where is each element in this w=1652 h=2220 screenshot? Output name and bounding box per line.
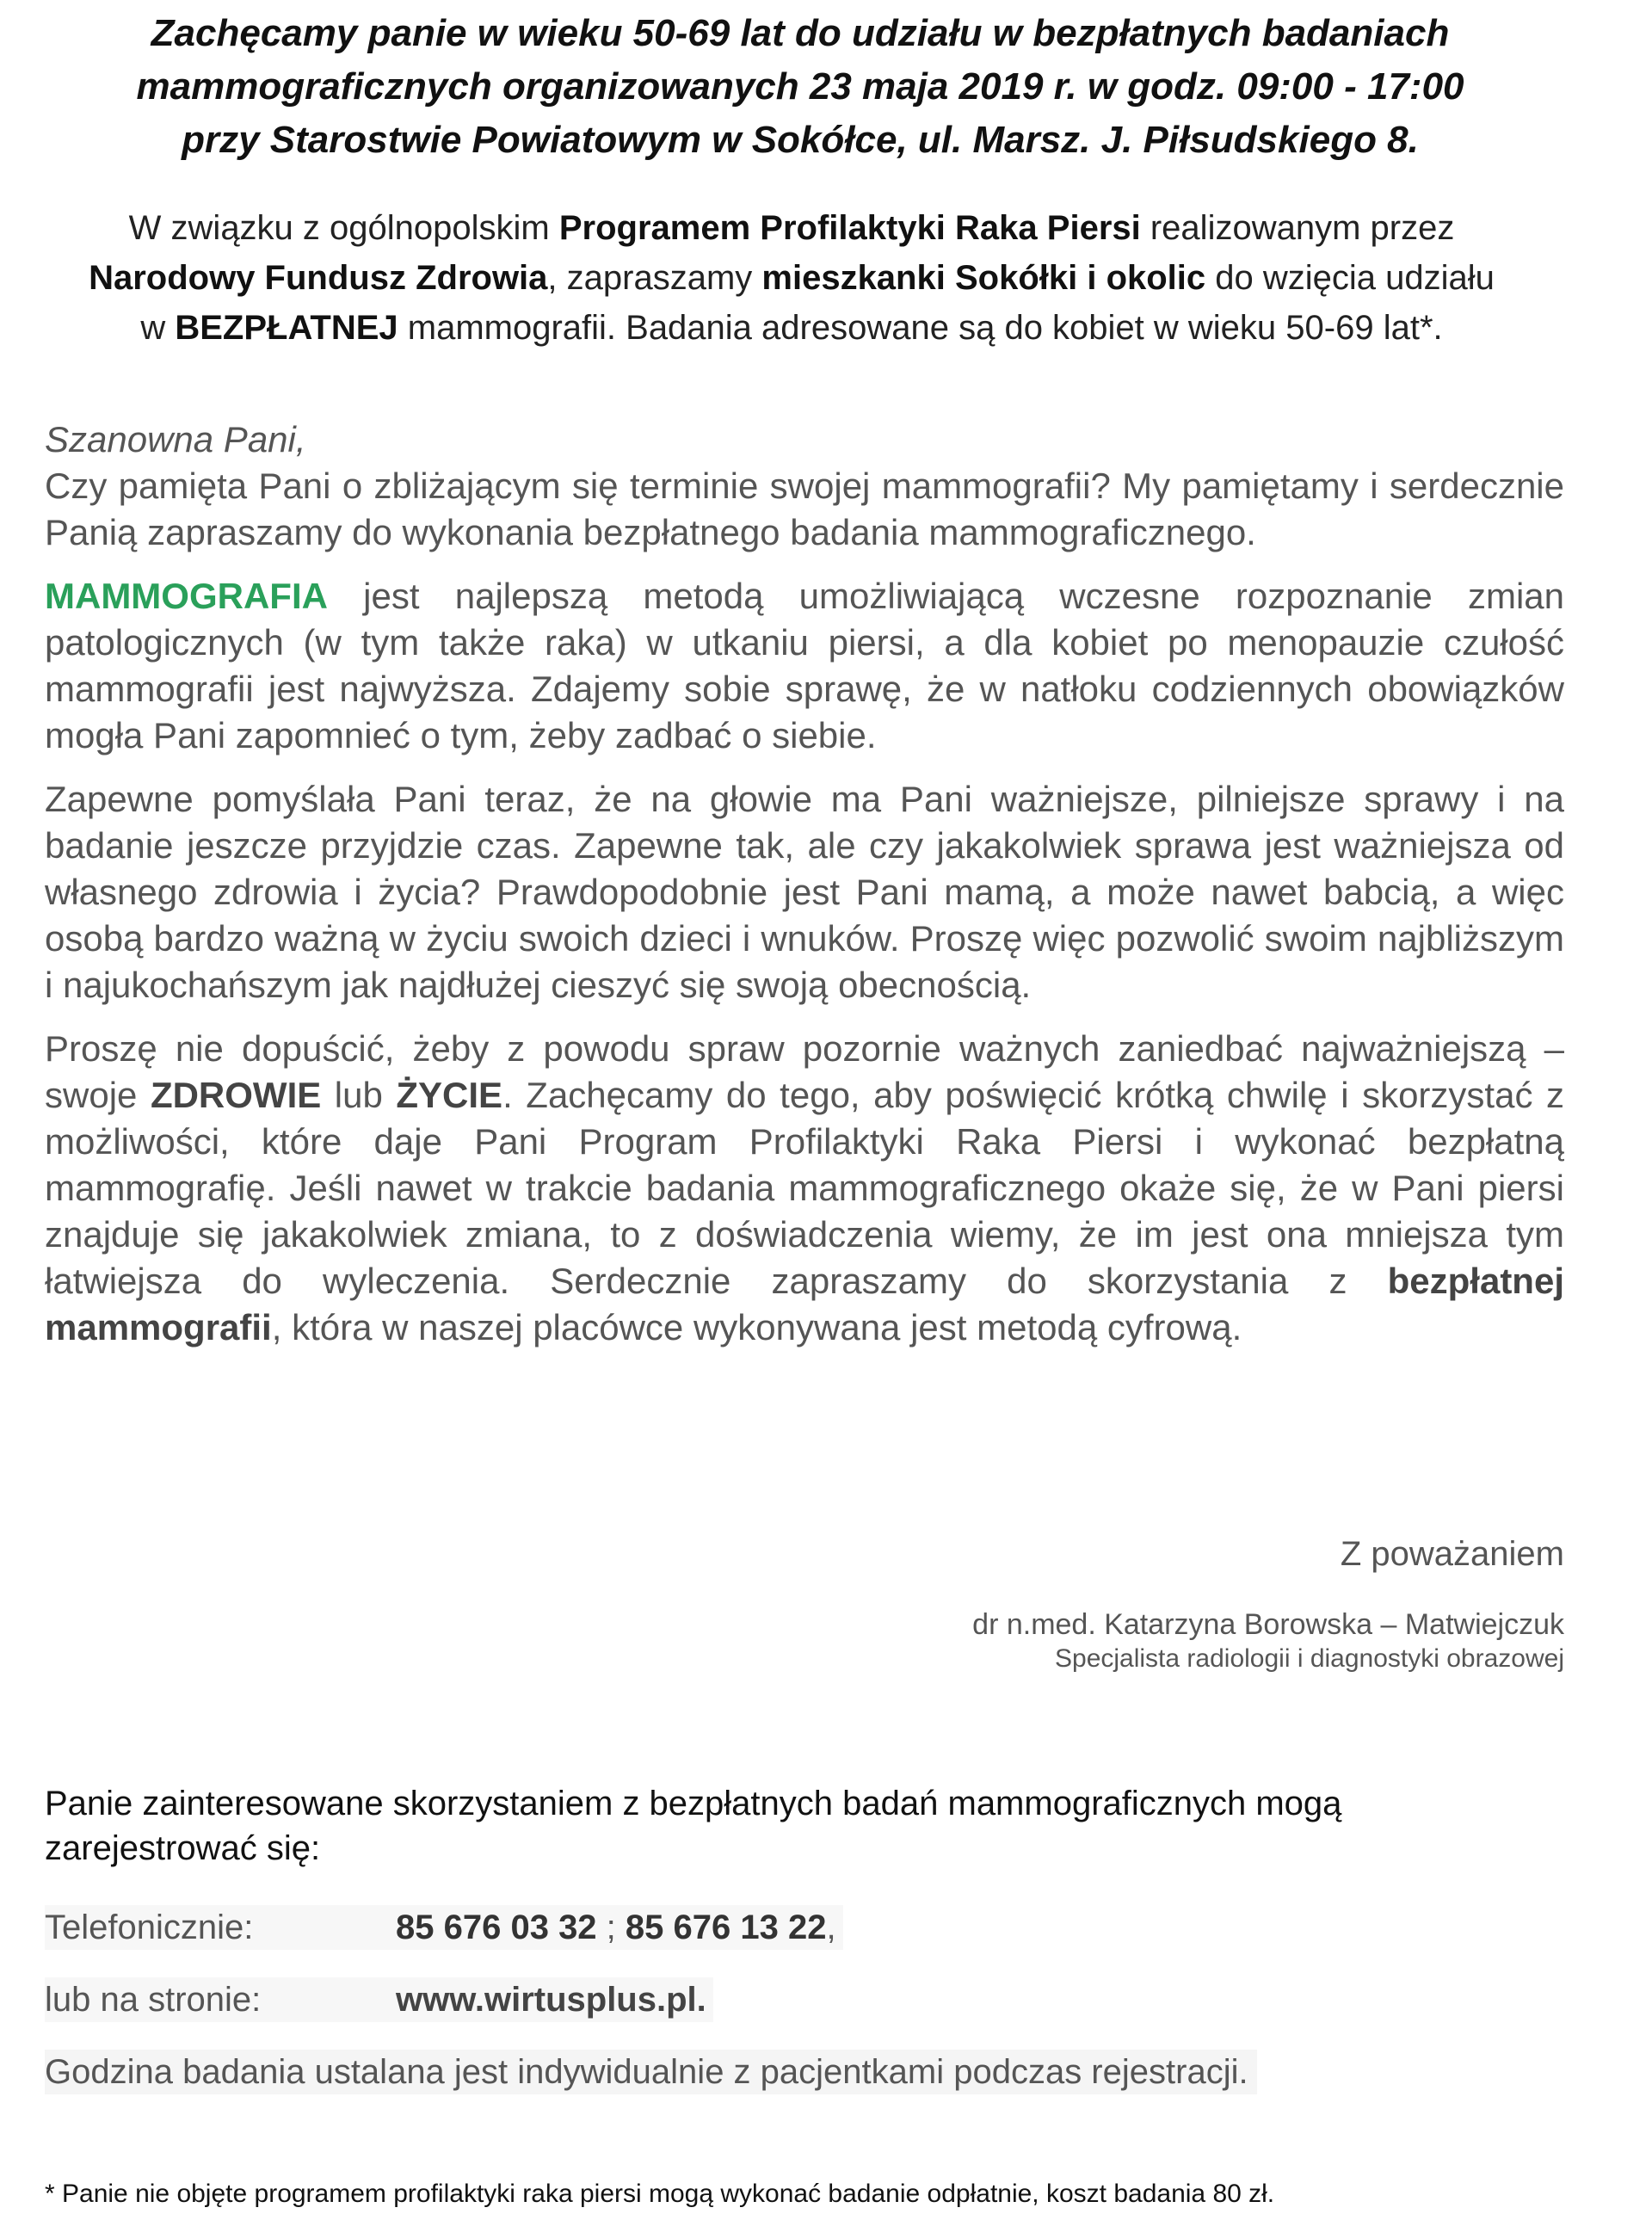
letter-paragraph-4-text: , która w naszej placówce wykonywana jest metodą cyfrową. [271, 1307, 1242, 1347]
letter-paragraph-1: Czy pamięta Pani o zbliżającym się terminie swojej mammografii? My pamiętamy i serdecznie Panią zapraszamy do wykonania bezpłatnego badania mammograficznego. [45, 466, 1564, 552]
letter-paragraph-4-text: . Zachęcamy do tego, aby poświęcić krótką chwilę i skorzystać z możliwości, które daje Pani Program Profilaktyki Raka Piersi i wykonać bezpłatną mammografię. Jeśli nawet w trakcie badania mammograficznego okaże się, że w Pani piersi znajduje się jakakolwiek zmiana, to z doświadczenia wiemy, że im jest ona mniejsza tym łatwiejsza do wyleczenia. Serdecznie zapraszamy do skorzystania z [45, 1075, 1564, 1301]
headline-line-2: mammograficznych organizowanych 23 maja 2019 r. w godz. 09:00 - 17:00 [136, 65, 1464, 108]
website-link[interactable]: www.wirtusplus.pl. [396, 1981, 706, 2019]
intro-program-name: Programem Profilaktyki Raka Piersi [558, 209, 1141, 247]
intro-free: BEZPŁATNEJ [175, 309, 398, 347]
letter-paragraph-4 [45, 1026, 1564, 1351]
phone-row [45, 1905, 843, 1950]
phone-label: Telefonicznie: [45, 1909, 254, 1946]
headline-line-1: Zachęcamy panie w wieku 50-69 lat do udziału w bezpłatnych badaniach [151, 12, 1450, 54]
website-row [45, 1977, 713, 2022]
intro-text: W związku z ogólnopolskim [128, 209, 559, 247]
zycie-emphasis: ŻYCIE [396, 1075, 503, 1115]
phone-number-2[interactable]: 85 676 13 22 [625, 1909, 827, 1946]
letter-paragraph-4-text: lub [321, 1075, 397, 1115]
letter-greeting: Szanowna Pani, [45, 419, 306, 459]
phone-separator: ; [596, 1909, 626, 1946]
letter-paragraph-2 [45, 573, 1564, 759]
mammografia-highlight: MAMMOGRAFIA [45, 576, 328, 616]
phone-end: , [826, 1909, 836, 1946]
registration-note: Godzina badania ustalana jest indywidualnie z pacjentkami podczas rejestracji. [45, 2050, 1257, 2094]
signature-title: Specjalista radiologii i diagnostyki obrazowej [1055, 1644, 1564, 1673]
free-mammography-emphasis: bezpłatnej mammografii [45, 1261, 1564, 1347]
letter-paragraph-2-text: jest najlepszą metodą umożliwiającą wczesne rozpoznanie zmian patologicznych (w tym także raka) w utkaniu piersi, a dla kobiet po menopauzie czułość mammografii jest najwyższa. Zdajemy sobie sprawę, że w natłoku codziennych obowiązków mogła Pani zapomnieć o tym, żeby zadbać o siebie. [45, 576, 1564, 755]
closing-phrase: Z poważaniem [1340, 1535, 1564, 1573]
intro-paragraph [34, 203, 1549, 353]
headline [52, 7, 1549, 167]
intro-text: do wzięcia udziału [1205, 259, 1495, 297]
intro-text: , zapraszamy [547, 259, 762, 297]
registration-intro: Panie zainteresowane skorzystaniem z bezpłatnych badań mammograficznych mogą zarejestrować się: [45, 1785, 1342, 1867]
intro-residents: mieszkanki Sokółki i okolic [761, 259, 1206, 297]
intro-nfz: Narodowy Fundusz Zdrowia [89, 259, 548, 297]
signature-name: dr n.med. Katarzyna Borowska – Matwiejczuk [972, 1608, 1564, 1641]
letter-paragraph-3: Zapewne pomyślała Pani teraz, że na głowie ma Pani ważniejsze, pilniejsze sprawy i na badanie jeszcze przyjdzie czas. Zapewne tak, ale czy jakakolwiek sprawa jest ważniejsza od własnego zdrowia i życia? Prawdopodobnie jest Pani mamą, a może nawet babcią, a więc osobą bardzo ważną w życiu swoich dzieci i wnuków. Proszę więc pozwolić swoim najbliższym i najukochańszym jak najdłużej cieszyć się swoją obecnością. [45, 779, 1564, 1005]
letter-paragraph-4-text: Proszę nie dopuścić, żeby z powodu spraw pozornie ważnych zaniedbać najważniejszą – swoje [45, 1028, 1564, 1115]
intro-text: mammografii. Badania adresowane są do kobiet w wieku 50-69 lat*. [398, 309, 1443, 347]
phone-number-1[interactable]: 85 676 03 32 [396, 1909, 597, 1946]
intro-text: realizowanym przez [1140, 209, 1455, 247]
intro-text: w [140, 309, 176, 347]
website-label: lub na stronie: [45, 1981, 262, 2019]
headline-line-3: przy Starostwie Powiatowym w Sokółce, ul. Marsz. J. Piłsudskiego 8. [182, 119, 1419, 161]
footnote: * Panie nie objęte programem profilaktyki raka piersi mogą wykonać badanie odpłatnie, koszt badania 80 zł. [45, 2180, 1275, 2208]
letter-body [45, 416, 1564, 1368]
signature-block [972, 1606, 1564, 1674]
zdrowie-emphasis: ZDROWIE [150, 1075, 322, 1115]
